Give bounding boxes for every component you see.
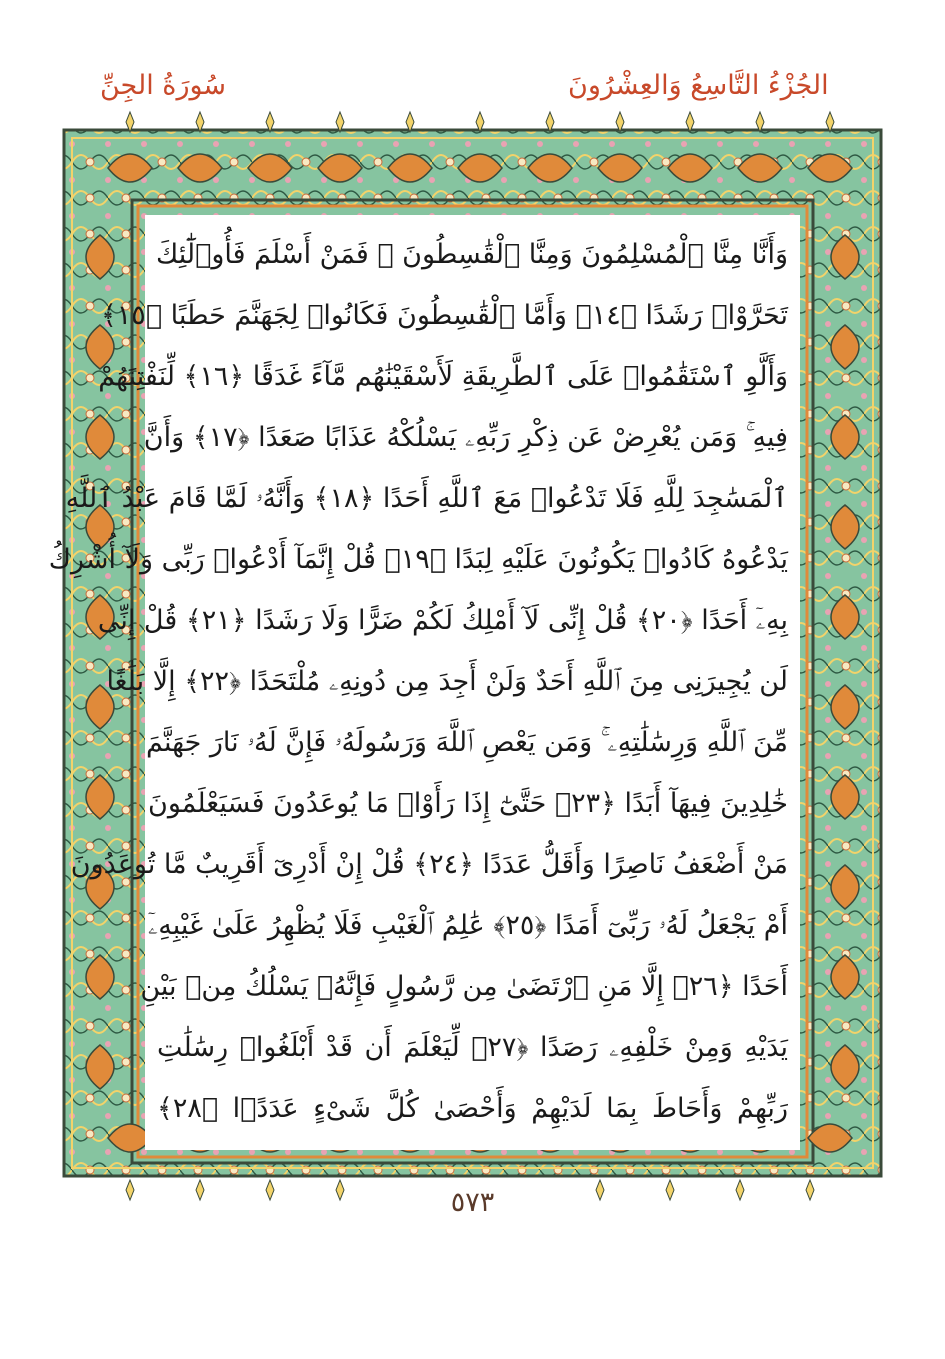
verse-line: ٱلْمَسَٰجِدَ لِلَّهِ فَلَا تَدْعُوا۟ مَعَ ٱللَّهِ أَحَدًا ﴿١٨﴾ وَأَنَّهُۥ لَمَّا قَامَ عَبْدُ ٱللَّهِ	[65, 483, 788, 514]
verse-line: يَدْعُوهُ كَادُوا۟ يَكُونُونَ عَلَيْهِ لِبَدًا ﴿١٩﴾ قُلْ إِنَّمَآ أَدْعُوا۟ رَبِّى وَلَآ أُشْرِكُ	[48, 544, 788, 575]
verse-line: فِيهِ ۚ وَمَن يُعْرِضْ عَن ذِكْرِ رَبِّهِۦ يَسْلُكْهُ عَذَابًا صَعَدًا ﴿١٧﴾ وَأَنَّ	[143, 422, 788, 453]
verse-line: وَأَلَّوِ ٱسْتَقَٰمُوا۟ عَلَى ٱلطَّرِيقَةِ لَأَسْقَيْنَٰهُم مَّآءً غَدَقًا ﴿١٦﴾ لِّنَفْتِنَهُمْ	[98, 361, 788, 392]
verse-line: مِّنَ ٱللَّهِ وَرِسَٰلَٰتِهِۦ ۚ وَمَن يَعْصِ ٱللَّهَ وَرَسُولَهُۥ فَإِنَّ لَهُۥ نَارَ جَهَنَّمَ	[146, 727, 788, 758]
juz-title: الجُزْءُ التَّاسِعُ وَالعِشْرُونَ	[568, 70, 829, 101]
verse-line: خَٰلِدِينَ فِيهَآ أَبَدًا ﴿٢٣﴾ حَتَّىٰٓ إِذَا رَأَوْا۟ مَا يُوعَدُونَ فَسَيَعْلَمُونَ	[147, 788, 788, 819]
verse-line: بِهِۦٓ أَحَدًا ﴿٢٠﴾ قُلْ إِنِّى لَآ أَمْلِكُ لَكُمْ ضَرًّا وَلَا رَشَدًا ﴿٢١﴾ قُلْ إِنِّى	[97, 605, 788, 636]
text-panel	[48, 215, 800, 1150]
page-number: ٥٧٣	[450, 1187, 495, 1218]
verse-line: مَنْ أَضْعَفُ نَاصِرًا وَأَقَلُّ عَدَدًا ﴿٢٤﴾ قُلْ إِنْ أَدْرِىٓ أَقَرِيبٌ مَّا تُوعَدُونَ	[70, 849, 788, 880]
verse-line: أَمْ يَجْعَلُ لَهُۥ رَبِّىٓ أَمَدًا ﴿٢٥﴾ عَٰلِمُ ٱلْغَيْبِ فَلَا يُظْهِرُ عَلَىٰ غَيْبِهِۦٓ	[148, 910, 788, 941]
verse-line: لَن يُجِيرَنِى مِنَ ٱللَّهِ أَحَدٌ وَلَنْ أَجِدَ مِن دُونِهِۦ مُلْتَحَدًا ﴿٢٢﴾ إِلَّا بَلَٰغًا	[106, 666, 788, 697]
verse-line: وَأَنَّا مِنَّا ٱلْمُسْلِمُونَ وَمِنَّا ٱلْقَٰسِطُونَ ۖ فَمَنْ أَسْلَمَ فَأُو۟لَٰٓئِكَ	[155, 239, 788, 270]
verse-line: تَحَرَّوْا۟ رَشَدًا ﴿١٤﴾ وَأَمَّا ٱلْقَٰسِطُونَ فَكَانُوا۟ لِجَهَنَّمَ حَطَبًا ﴿١٥﴾	[100, 300, 788, 331]
verse-line: أَحَدًا ﴿٢٦﴾ إِلَّا مَنِ ٱرْتَضَىٰ مِن رَّسُولٍ فَإِنَّهُۥ يَسْلُكُ مِنۢ بَيْنِ	[140, 971, 788, 1002]
verse-line: يَدَيْهِ وَمِنْ خَلْفِهِۦ رَصَدًا ﴿٢٧﴾ لِّيَعْلَمَ أَن قَدْ أَبْلَغُوا۟ رِسَٰلَٰتِ	[157, 1032, 788, 1063]
verse-line: رَبِّهِمْ وَأَحَاطَ بِمَا لَدَيْهِمْ وَأَحْصَىٰ كُلَّ شَىْءٍ عَدَدًۢا ﴿٢٨﴾	[157, 1093, 788, 1124]
surah-title: سُورَةُ الجِنِّ	[100, 70, 227, 101]
